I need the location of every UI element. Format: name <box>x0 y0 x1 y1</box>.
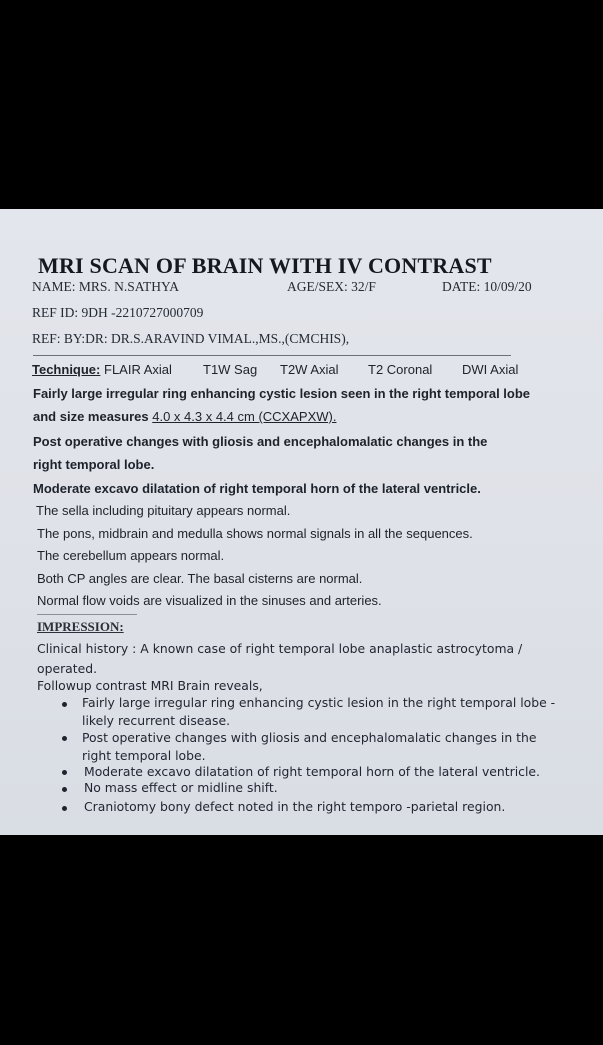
clinical-history-line-1: Clinical history : A known case of right temporal lobe anaplastic astrocytoma / <box>37 641 523 656</box>
technique-label: Technique: <box>32 362 101 377</box>
finding-line-9: Both CP angles are clear. The basal cisterns are normal. <box>37 571 363 586</box>
finding-line-8: The cerebellum appears normal. <box>37 548 225 563</box>
finding-line-6: The sella including pituitary appears normal. <box>36 503 291 518</box>
finding-size-value: 4.0 x 4.3 x 4.4 cm (CCXAPXW). <box>152 409 337 424</box>
ref-id: REF ID: 9DH -2210727000709 <box>32 305 204 320</box>
bullet-5 <box>62 806 67 811</box>
technique-seq-t1w: T1W Sag <box>203 362 258 377</box>
technique-seq-flair: FLAIR Axial <box>104 362 172 377</box>
bullet-3 <box>62 770 67 775</box>
report-paper <box>0 209 603 835</box>
followup-line: Followup contrast MRI Brain reveals, <box>37 678 263 693</box>
technique-seq-t2w: T2W Axial <box>280 362 339 377</box>
finding-line-1: Fairly large irregular ring enhancing cystic lesion seen in the right temporal lobe <box>33 386 531 401</box>
impression-divider <box>37 614 137 615</box>
report-title: MRI SCAN OF BRAIN WITH IV CONTRAST <box>38 253 492 278</box>
technique-line <box>32 362 172 377</box>
technique-seq-dwi: DWI Axial <box>462 362 519 377</box>
impression-item-2-line-1: Post operative changes with gliosis and encephalomalatic changes in the <box>82 730 537 745</box>
finding-line-2 <box>33 409 336 424</box>
bullet-1 <box>62 702 67 707</box>
bullet-2 <box>62 736 67 741</box>
finding-line-4: right temporal lobe. <box>33 457 155 472</box>
patient-name: NAME: MRS. N.SATHYA <box>32 279 180 294</box>
finding-line-5: Moderate excavo dilatation of right temporal horn of the lateral ventricle. <box>33 481 481 496</box>
finding-size-prefix: and size measures <box>33 409 153 424</box>
impression-item-3: Moderate excavo dilatation of right temporal horn of the lateral ventricle. <box>84 764 540 779</box>
technique-seq-t2cor: T2 Coronal <box>368 362 433 377</box>
impression-item-5: Craniotomy bony defect noted in the right temporo -parietal region. <box>84 799 506 814</box>
referring-doctor: REF: BY:DR: DR.S.ARAVIND VIMAL.,MS.,(CMCHIS), <box>32 331 350 346</box>
impression-item-1-line-2: likely recurrent disease. <box>82 713 231 728</box>
report-date: DATE: 10/09/20 <box>442 279 532 294</box>
impression-item-1-line-1: Fairly large irregular ring enhancing cystic lesion in the right temporal lobe - <box>82 695 556 710</box>
age-sex: AGE/SEX: 32/F <box>287 279 376 294</box>
impression-item-2-line-2: right temporal lobe. <box>82 748 206 763</box>
impression-heading: IMPRESSION: <box>37 619 124 634</box>
header-divider <box>33 355 511 356</box>
bullet-4 <box>62 787 67 792</box>
finding-line-3: Post operative changes with gliosis and encephalomalatic changes in the <box>33 434 488 449</box>
clinical-history-line-2: operated. <box>37 661 98 676</box>
impression-item-4: No mass effect or midline shift. <box>84 780 278 795</box>
finding-line-7: The pons, midbrain and medulla shows normal signals in all the sequences. <box>37 526 473 541</box>
finding-line-10: Normal flow voids are visualized in the sinuses and arteries. <box>37 593 382 608</box>
